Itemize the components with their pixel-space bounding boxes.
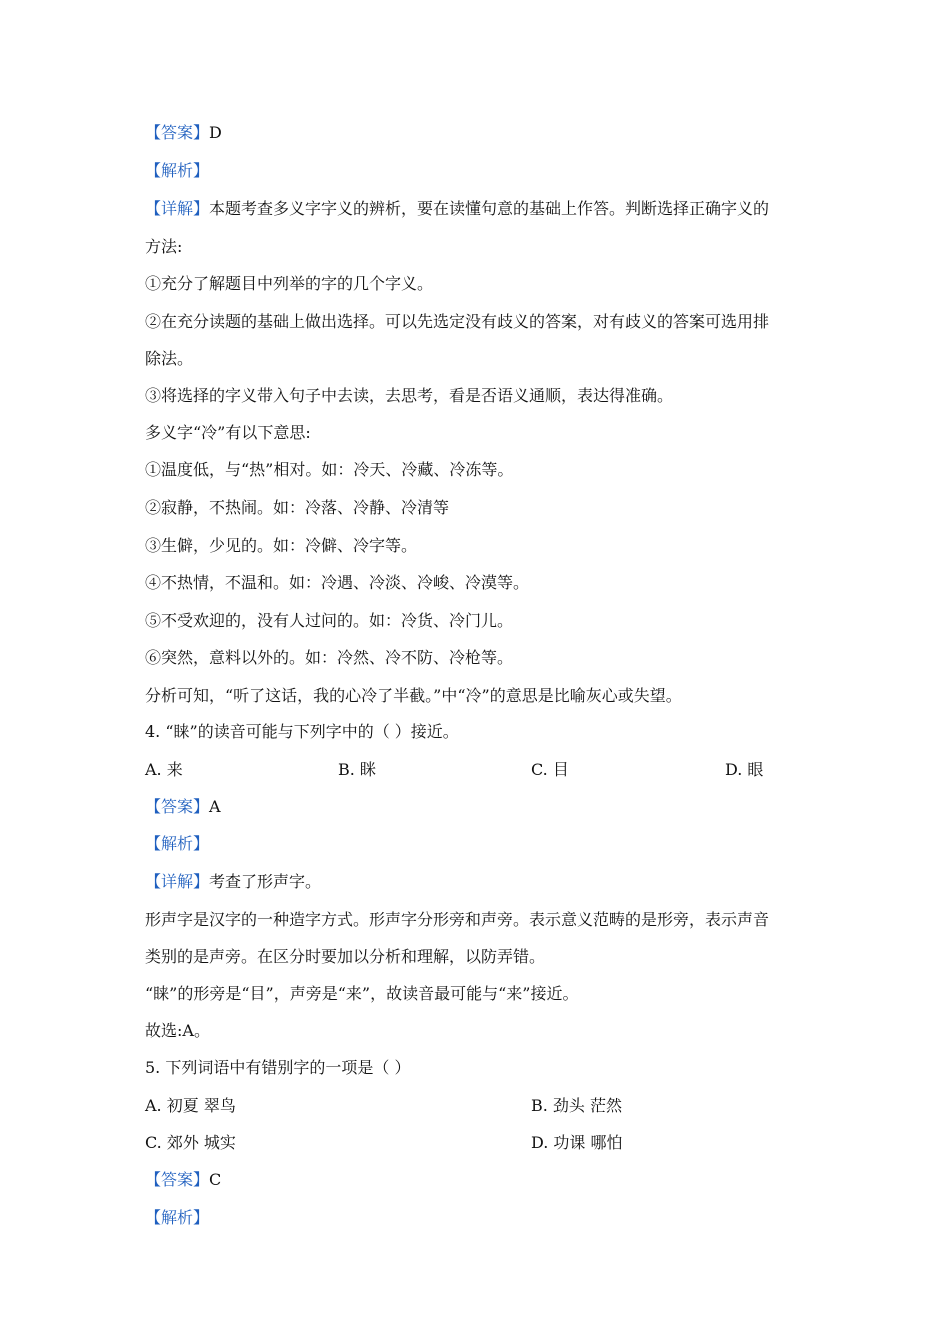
- paragraph-line: 方法:: [145, 237, 183, 256]
- answer-value: C: [209, 1170, 222, 1189]
- analysis-heading-4: [145, 834, 209, 854]
- meaning-5: ⑤不受欢迎的，没有人过问的。如：冷货、冷门儿。: [145, 611, 514, 630]
- detail-line-3: [145, 199, 769, 219]
- q4-option-d: D. 眼: [725, 760, 764, 779]
- method-3: ③将选择的字义带入句子中去读，去思考，看是否语义通顺，表达得准确。: [145, 386, 674, 405]
- method-2: ②在充分读题的基础上做出选择。可以先选定没有歧义的答案，对有歧义的答案可选用排: [145, 312, 770, 331]
- analysis-heading-3: [145, 161, 209, 181]
- answer-tag: 【答案】: [145, 1170, 210, 1189]
- answer-tag: 【答案】: [145, 797, 210, 816]
- detail-tag: 【详解】: [145, 872, 210, 891]
- analysis-heading-5: [145, 1208, 209, 1228]
- answer-line-5: [145, 1170, 221, 1190]
- detail-text: 本题考查多义字字义的辨析，要在读懂句意的基础上作答。判断选择正确字义的: [209, 199, 770, 218]
- question-5-stem: 5. 下列词语中有错别字的一项是（ ）: [145, 1058, 411, 1077]
- answer-tag: 【答案】: [145, 123, 210, 142]
- meaning-3: ③生僻，少见的。如：冷僻、冷字等。: [145, 536, 418, 555]
- detail-line-4: [145, 872, 321, 892]
- answer-value: A: [209, 797, 221, 816]
- detail-text: 考查了形声字。: [209, 872, 322, 891]
- paragraph-line: “睐”的形旁是“目”，声旁是“来”，故读音最可能与“来”接近。: [145, 984, 579, 1003]
- q5-option-a: A. 初夏 翠鸟: [145, 1096, 236, 1115]
- meaning-2: ②寂静，不热闹。如：冷落、冷静、冷清等: [145, 498, 450, 517]
- q5-option-c: C. 郊外 城实: [145, 1133, 236, 1152]
- paragraph-line: 类别的是声旁。在区分时要加以分析和理解，以防弄错。: [145, 947, 546, 966]
- method-2-cont: 除法。: [145, 349, 194, 368]
- analysis-tag: 【解析】: [145, 161, 210, 180]
- q4-option-b: B. 眯: [338, 760, 376, 779]
- meaning-6: ⑥突然，意料以外的。如：冷然、冷不防、冷枪等。: [145, 648, 514, 667]
- analysis-tag: 【解析】: [145, 834, 210, 853]
- question-4-stem: 4. “睐”的读音可能与下列字中的（ ）接近。: [145, 722, 459, 741]
- answer-line-3: [145, 123, 222, 143]
- detail-tag: 【详解】: [145, 199, 210, 218]
- analysis-tag: 【解析】: [145, 1208, 210, 1227]
- meaning-4: ④不热情，不温和。如：冷遇、冷淡、冷峻、冷漠等。: [145, 573, 530, 592]
- q4-option-c: C. 目: [531, 760, 569, 779]
- paragraph-line: 形声字是汉字的一种造字方式。形声字分形旁和声旁。表示意义范畴的是形旁，表示声音: [145, 910, 770, 929]
- answer-value: D: [209, 123, 222, 142]
- conclusion: 分析可知，“听了这话，我的心冷了半截。”中“冷”的意思是比喻灰心或失望。: [145, 686, 682, 705]
- choice-statement: 故选:A。: [145, 1021, 210, 1040]
- q5-option-b: B. 劲头 茫然: [531, 1096, 623, 1115]
- meaning-intro: 多义字“冷”有以下意思:: [145, 423, 311, 442]
- q4-option-a: A. 来: [145, 760, 183, 779]
- q5-option-d: D. 功课 哪怕: [531, 1133, 623, 1152]
- meaning-1: ①温度低，与“热”相对。如：冷天、冷藏、冷冻等。: [145, 460, 514, 479]
- answer-line-4: [145, 797, 221, 817]
- method-1: ①充分了解题目中列举的字的几个字义。: [145, 274, 434, 293]
